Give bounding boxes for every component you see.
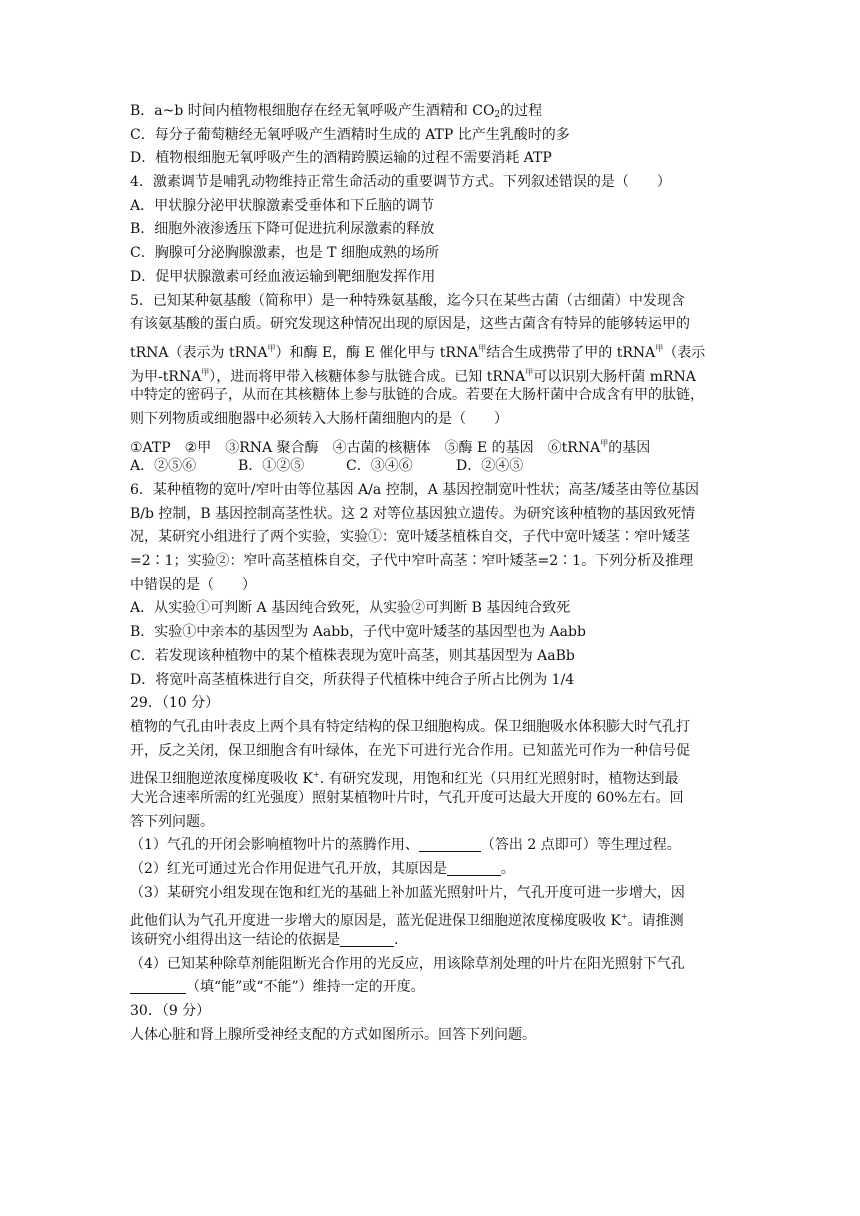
superscript: 甲	[655, 343, 664, 353]
q6-line-4: =2∶1；实验②：窄叶高茎植株自交，子代中窄叶高茎∶窄叶矮茎=2∶1。下列分析及推理	[130, 553, 694, 570]
q5-items	[130, 432, 720, 456]
q29-line-3	[130, 763, 720, 787]
q29-sub-4a: （4）已知某种除草剂能阻断光合作用的光反应，用该除草剂处理的叶片在阳光照射下气孔	[130, 955, 685, 972]
q29-sub-3a: （3）某研究小组发现在饱和红光的基础上补加蓝光照射叶片，气孔开度可进一步增大，因	[130, 884, 685, 901]
q5-option-b: B．①②⑤	[238, 458, 305, 475]
q29-text: （填“能”或“不能”）维持一定的开度。	[186, 979, 425, 996]
q29-line-2: 开，反之关闭，保卫细胞含有叶绿体，在光下可进行光合作用。已知蓝光可作为一种信号促	[130, 742, 690, 759]
q3-option-d: D．植物根细胞无氧呼吸产生的酒精跨膜运输的过程不需要消耗 ATP	[130, 150, 552, 167]
q4-option-a: A．甲状腺分泌甲状腺激素受垂体和下丘脑的调节	[130, 197, 435, 214]
superscript: +	[312, 770, 320, 780]
q6-option-c: C．若发现该种植物中的某个植株表现为宽叶高茎，则其基因型为 AaBb	[130, 647, 575, 664]
q29-heading: 29．（10 分）	[130, 695, 220, 712]
answer-blank[interactable]	[447, 860, 501, 876]
q5-line-3	[130, 337, 720, 361]
q29-text: （1）气孔的开闭会影响植物叶片的蒸腾作用、	[130, 837, 419, 854]
q5-line-5: 中特定的密码子，从而在其核糖体上参与肽链的合成。若要在大肠杆菌中合成含有甲的肽链，	[130, 387, 704, 404]
q5-line-6: 则下列物质或细胞器中必须转入大肠杆菌细胞内的是（ ）	[130, 410, 508, 427]
superscript: 甲	[478, 343, 487, 353]
q29-text: .	[394, 932, 399, 949]
q6-option-b: B．实验①中亲本的基因型为 Aabb，子代中宽叶矮茎的基因型也为 Aabb	[130, 624, 586, 641]
q5-items-text: ①ATP ②甲 ③RNA 聚合酶 ④古菌的核糖体 ⑤酶 E 的基因 ⑥tRNA	[130, 439, 601, 456]
superscript: 甲	[525, 367, 534, 377]
q5-text: 可以识别大肠杆菌 mRNA	[533, 368, 696, 385]
superscript: 甲	[600, 438, 609, 448]
q5-option-d: D．②④⑤	[456, 458, 524, 475]
subscript: 2	[494, 110, 501, 120]
q29-line-4: 大光合速率所需的红光强度）照射某植物叶片时，气孔开度可达最大开度的 60%左右。回	[130, 789, 684, 806]
q6-option-d: D．将宽叶高茎植株进行自交，所获得子代植株中纯合子所占比例为 1/4	[130, 671, 575, 688]
q5-line-2: 有该氨基酸的蛋白质。研究发现这种情况出现的原因是，这些古菌含有特异的能够转运甲的	[130, 316, 690, 333]
q5-text: ），进而将甲带入核糖体参与肽链合成。已知 tRNA	[209, 368, 526, 385]
q29-text: 。	[500, 861, 515, 877]
q5-text: （表示	[663, 344, 706, 361]
q5-text: 结合生成携带了甲的 tRNA	[486, 344, 656, 361]
answer-blank[interactable]	[130, 978, 186, 994]
q29-text: 进保卫细胞逆浓度梯度吸收 K	[130, 771, 313, 787]
superscript: +	[620, 912, 628, 922]
q3-option-b-text: B．a~b 时间内植物根细胞存在经无氧呼吸产生酒精和 CO	[130, 103, 495, 119]
q6-line-5: 中错误的是（ ）	[130, 576, 256, 593]
q6-option-a: A．从实验①可判断 A 基因纯合致死，从实验②可判断 B 基因纯合致死	[130, 600, 571, 617]
q6-line-1: 6．某种植物的宽叶/窄叶由等位基因 A/a 控制，A 基因控制宽叶性状；高茎/矮茎由等位基因	[130, 482, 699, 498]
q30-line-1: 人体心脏和肾上腺所受神经支配的方式如图所示。回答下列问题。	[130, 1026, 536, 1043]
q3-option-b	[130, 100, 720, 124]
q29-text: . 有研究发现，用饱和红光（只用红光照射时，植物达到最	[319, 771, 679, 787]
q6-line-3: 况，某研究小组进行了两个实验，实验①：宽叶矮茎植株自交，子代中宽叶矮茎∶窄叶矮茎	[130, 529, 690, 546]
q29-text: （2）红光可通过光合作用促进气孔开放，其原因是	[130, 861, 447, 877]
q29-sub-1	[130, 834, 720, 858]
q5-line-1: 5．已知某种氨基酸（简称甲）是一种特殊氨基酸，迄今只在某些古菌（古细菌）中发现含	[130, 292, 685, 309]
q3-option-c: C．每分子葡萄糖经无氧呼吸产生酒精时生成的 ATP 比产生乳酸时的多	[130, 126, 570, 143]
q5-text: tRNA（表示为 tRNA	[130, 344, 268, 361]
q4-option-c: C．胸腺可分泌胸腺激素，也是 T 细胞成熟的场所	[130, 245, 439, 262]
q29-line-1: 植物的气孔由叶表皮上两个具有特定结构的保卫细胞构成。保卫细胞吸水体积膨大时气孔打	[130, 718, 690, 735]
q3-option-b-tail: 的过程	[500, 103, 543, 119]
q29-text: 此他们认为气孔开度进一步增大的原因是，蓝光促进保卫细胞逆浓度梯度吸收 K	[130, 913, 621, 930]
q5-text: 为甲-tRNA	[130, 368, 202, 385]
q4-option-b: B．细胞外液渗透压下降可促进抗利尿激素的释放	[130, 221, 435, 238]
q29-sub-4b	[130, 976, 720, 1000]
q4-option-d: D．促甲状腺激素可经血液运输到靶细胞发挥作用	[130, 268, 436, 285]
q5-option-c: C．③④⑥	[346, 458, 413, 475]
q29-sub-2	[130, 858, 720, 882]
q4-stem: 4．激素调节是哺乳动物维持正常生命活动的重要调节方式。下列叙述错误的是（ ）	[130, 174, 671, 191]
q30-heading: 30．（9 分）	[130, 1003, 211, 1020]
q29-line-5: 答下列问题。	[130, 813, 214, 830]
q29-text: 该研究小组得出这一结论的依据是	[130, 932, 340, 949]
q5-option-a: A．②⑤⑥	[130, 458, 197, 475]
answer-blank[interactable]	[419, 836, 481, 852]
superscript: 甲	[267, 343, 276, 353]
q29-text: 。请推测	[627, 913, 684, 930]
q5-items-tail: 的基因	[608, 439, 651, 456]
superscript: 甲	[201, 367, 210, 377]
answer-blank[interactable]	[340, 931, 394, 947]
q29-sub-3c	[130, 929, 720, 953]
q6-line-2: B/b 控制，B 基因控制高茎性状。这 2 对等位基因独立遗传。为研究该种植物的基因致死情	[130, 505, 695, 522]
q5-line-4	[130, 361, 720, 385]
q29-sub-3b	[130, 905, 720, 929]
q29-text: （答出 2 点即可）等生理过程。	[480, 837, 681, 854]
q5-text: ）和酶 E，酶 E 催化甲与 tRNA	[275, 344, 479, 361]
exam-page	[130, 100, 720, 1048]
q5-options	[130, 455, 720, 479]
